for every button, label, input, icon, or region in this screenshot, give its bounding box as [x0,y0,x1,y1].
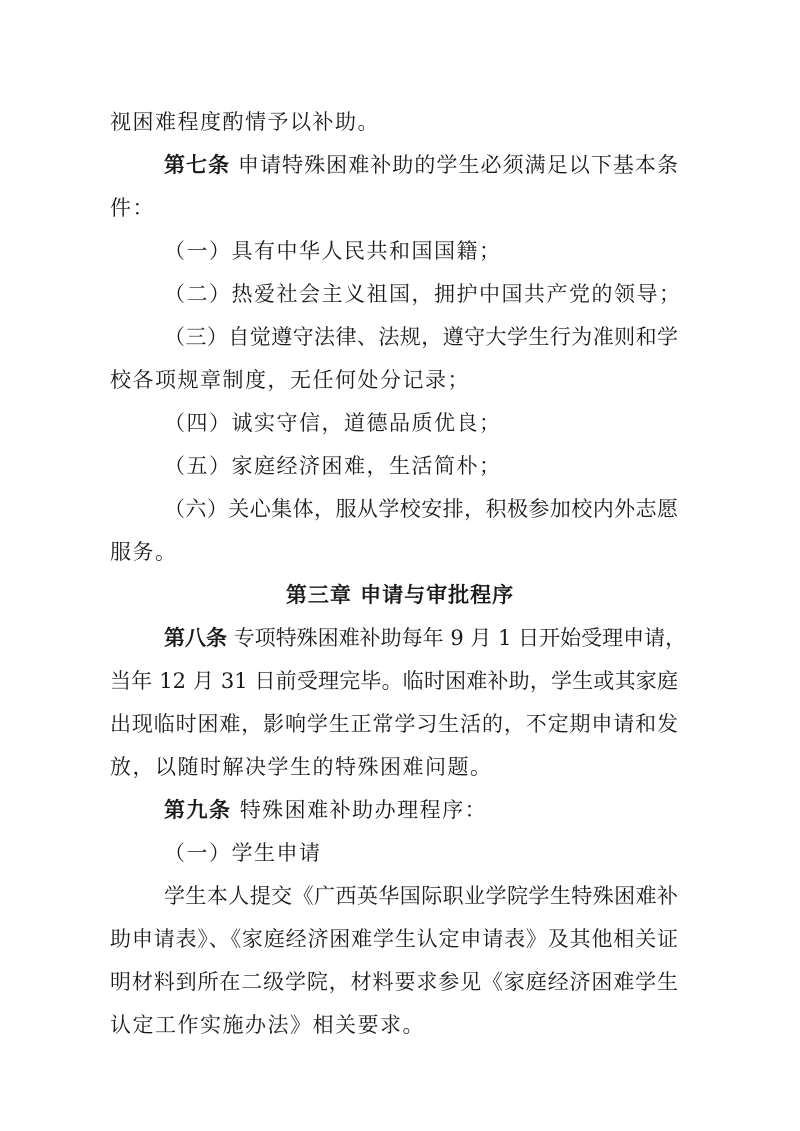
article-9-subheading: （一）学生申请 [164,841,322,865]
article-7-line [164,152,678,178]
article-9-paragraph-line: 明材料到所在二级学院，材料要求参见《家庭经济困难学生 [110,970,678,994]
list-item: （二）热爱社会主义祖国，拥护中国共产党的领导； [164,282,682,306]
article-9-paragraph-line: 认定工作实施办法》相关要求。 [110,1013,425,1037]
list-item: （四）诚实守信，道德品质优良； [164,411,502,435]
list-item: （三）自觉遵守法律、法规，遵守大学生行为准则和学 [164,325,678,349]
list-item: （一）具有中华人民共和国国籍； [164,239,502,263]
article-8-label: 第八条 [164,626,227,650]
article-8-line-4: 放，以随时解决学生的特殊困难问题。 [110,755,493,779]
list-item: （五）家庭经济困难，生活简朴； [164,454,502,478]
article-9-text: 特殊困难补助办理程序： [239,798,488,822]
article-7-label: 第七条 [164,153,231,177]
article-8-line-2: 当年 12 月 31 日前受理完毕。临时困难补助，学生或其家庭 [110,669,678,693]
paragraph-continuation: 视困难程度酌情予以补助。 [110,110,380,134]
list-item: （六）关心集体，服从学校安排，积极参加校内外志愿 [164,497,678,521]
list-item-continuation: 服务。 [110,540,178,564]
article-8-line-3: 出现临时困难，影响学生正常学习生活的，不定期申请和发 [110,712,678,736]
article-8-text: 专项特殊困难补助每年 9 月 1 日开始受理申请， [233,626,687,650]
article-7-text: 申请特殊困难补助的学生必须满足以下基本条 [237,153,678,177]
article-9-paragraph-line: 学生本人提交《广西英华国际职业学院学生特殊困难补 [164,884,678,908]
article-9-paragraph-line: 助申请表》、《家庭经济困难学生认定申请表》及其他相关证 [110,927,678,951]
chapter-heading: 第三章 申请与审批程序 [285,583,515,607]
article-8-line [164,625,687,651]
article-9-line [164,797,487,823]
article-7-line-2: 件： [110,196,155,220]
article-9-label: 第九条 [164,798,232,822]
list-item-continuation: 校各项规章制度，无任何处分记录； [110,368,470,392]
